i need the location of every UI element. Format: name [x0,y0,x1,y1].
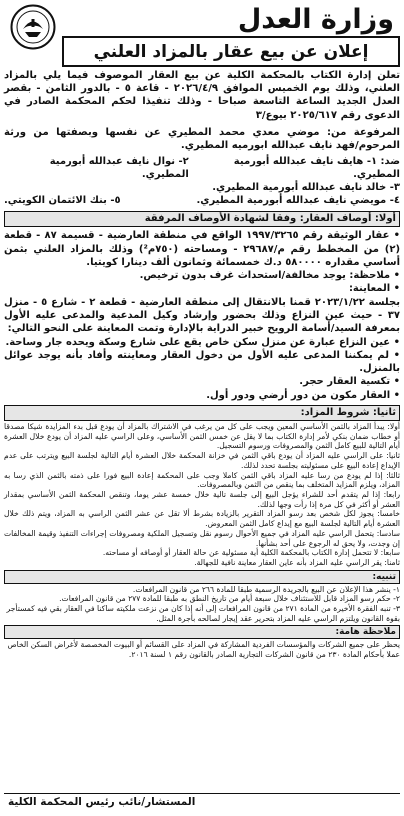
term-7: سابعا: لا تتحمل إدارة الكتاب بالمحكمة الكلية أية مسئولية عن حالة العقار أو أوصافه أو مساحته. [102,548,400,558]
intro [4,69,400,152]
inspection-details: بجلسة ٢٠٢٣/١/٢٢ قمنا بالانتقال إلى منطقة العارضية - قطعة ٢ - شارع ٥ - منزل ٣٧ - حيث عين النزاع وذلك بحضور وإرشاد وكيل المدعية والمدعى عليه الأول بمعرفة السيد/أسامة الرويح خبير الدراية بالإدارة وتمت المعاينة على النحو التالي: [4,296,400,335]
note-3: ٣- تنبه الفقرة الأخيرة من المادة ٢٧١ من قانون المرافعات إلى أنه إذا كان من نزعت ملكيته ساكنا في العقار بقي فيه كمستأجر بقوة القانون ويلتزم الراسي عليه المزاد بتحرير عقد إيجار لصالحه بأجرة المثل. [6,604,400,623]
defendants-row [4,155,400,181]
ministry-name: وزارة العدل [237,4,394,35]
auction-terms [4,422,400,568]
term-6: سادسا: يتحمل الراسي عليه المزاد في جميع الأحوال رسوم نقل وتسجيل الملكية ومصروفات إجراءات التنفيذ وقيمة المخالفات إن وجدت، ولا يحق له الرجوع على أحد بشأنها. [4,528,400,548]
defendants-list [4,155,400,207]
defendant-3: ٣- خالد نايف عبدالله أبورمية المطيري. [212,182,400,194]
section-1-heading: أولا: أوصاف العقار: وفقا لشهادة الأوصاف المرفقة [4,211,400,227]
inspection-heading: • المعاينة: [4,282,400,295]
property-description [4,229,400,402]
intro-line-2: المرفوعة من: موضي معدي محمد المطيري عن نفسها وبصفتها من ورثة المرحوم/فهد نايف عبدالله ابورميه المطيري. [4,126,400,152]
term-5: خامسا: يجوز لكل شخص بعد رسو المزاد التقرير بالزيادة بشرط ألا تقل عن عشر الثمن الراسي به المزاد، ويتم ذلك خلال العشرة أيام التالية لجلسة البيع مع إيداع كامل الثمن المعروض. [4,509,400,529]
defendant-1: ضد: ١- هايف نايف عبدالله أبورمية المطيري. [233,156,400,181]
inspection-point-4: • العقار مكون من دور أرضي ودور أول. [4,389,400,402]
signature: المستشار/نائب رئيس المحكمة الكلية [4,793,400,810]
term-3: ثالثا: إذا لم يودع من رسا عليه المزاد باقي الثمن كاملا وجب على المحكمة إعادة البيع فورا على ذمته بالثمن الذي رسا به المزاد، ويلزم المزايد المتخلف بما ينقص من الثمن وبالمصروفات. [4,470,400,490]
important-note [4,640,400,659]
defendants-row [4,194,400,207]
property-details: • عقار الوثيقة رقم ١٩٩٧/٣٢٦٥ الواقع في منطقة العارضية - قسيمة ٨٧ - قطعة (٢) من المخطط رقم م/٢٩٦٨٧ - ومساحته (٧٥٠م²) وذلك بالمزاد العلني بثمن أساسي مقداره ٥٨٠٠٠٠ د.ك خمسمائة وثمانون ألف دينارا كويتيا. [4,229,400,269]
inspection-point-2: • لم يمكننا المدعى عليه الأول من دخول العقار ومعاينته وأفاد بأنه يوجد عوائل بالمنزل. [4,349,400,376]
defendant-5: ٥- بنك الائتمان الكويتي. [4,195,121,207]
notes-heading: تنبيه: [4,570,400,584]
defendant-4: ٤- مويضي نايف عبدالله أبورمية المطيري. [196,195,400,207]
note-1: ١- ينشر هذا الإعلان عن البيع بالجريدة الرسمية طبقا للمادة ٢٦٦ من قانون المرافعات. [132,584,400,594]
announcement-page [4,3,400,810]
important-note-heading: ملاحظة هامة: [4,625,400,639]
note-2: ٢- حكم رسو المزاد قابل للاستئناف خلال سبعة أيام من تاريخ النطق به طبقا للمادة ٢٧٧ من قانون المرافعات. [59,594,400,604]
term-1: أولا: يبدأ المزاد بالثمن الأساسي المعين ويجب على كل من يرغب في الاشتراك بالمزاد أن يودع قبل بدء المزايدة شيكا مصدقا أو خطاب ضمان بنكي لأمر إدارة الكتاب بما لا يقل عن خمس الثمن الأساسي، وعلى الراسي عليه المزاد أن يودع خلال العشرة أيام التالية للبيع كامل الثمن والمصروفات ورسوم التسجيل. [4,422,400,451]
header [4,3,400,63]
notes [4,585,400,624]
section-2-heading: ثانيا: شروط المزاد: [4,405,400,421]
term-8: ثامنا: يقر الراسي عليه المزاد بأنه عاين العقار معاينة نافية للجهالة. [194,557,400,567]
inspection-point-3: • تكسية العقار حجر. [4,375,400,388]
term-2: ثانيا: على الراسي عليه المزاد أن يودع باقي الثمن في خزانة المحكمة خلال العشرة أيام التالية لجلسة البيع ويترتب على عدم الإيداع إعادة البيع على مسئوليته بجلسة تحدد لذلك. [4,451,400,470]
note-4: يحظر على جميع الشركات والمؤسسات الفردية المشاركة في المزاد على القسائم أو البيوت المخصصة لأغراض السكن الخاص عملا بأحكام المادة ٢٣٠ من قانون الشركات التجارية الصادر بالقانون رقم ١ لسنة ٢٠١٦. [7,640,400,660]
inspection-point-1: • عين النزاع عبارة عن منزل سكن خاص يقع على شارع وسكة ويحده جار وساحة. [4,336,400,349]
defendant-2: ٢- نوال نايف عبدالله أبورمية المطيري. [49,156,189,181]
term-4: رابعا: إذا لم يتقدم أحد للشراء يؤجل البيع إلى جلسة تالية خلال خمسة عشر يوما، وتنقص المحكمة الثمن الأساسي بمقدار العشر أو أكثر في كل مرة إذا رأت وجها لذلك. [4,490,400,509]
intro-line-1: تعلن إدارة الكتاب بالمحكمة الكلية عن بيع العقار الموصوف فيما يلي بالمزاد العلني، وذلك يوم الخميس الموافق ٢٠٢٦/٤/٩ - قاعة ٥ - بالدور الثامن - بقصر العدل الجديد الساعة التاسعة صباحا - وذلك تنفيذا لحكم المحكمة الصادر في الدعوى رقم ٢٠٢٥/٦١٧ بيوع/٣ [4,70,400,121]
kuwait-emblem-icon [10,4,56,50]
property-note: • ملاحظة: يوجد مخالفة/استحداث غرف بدون ترخيص. [4,269,400,282]
announcement-title: إعلان عن بيع عقار بالمزاد العلني [62,36,400,67]
